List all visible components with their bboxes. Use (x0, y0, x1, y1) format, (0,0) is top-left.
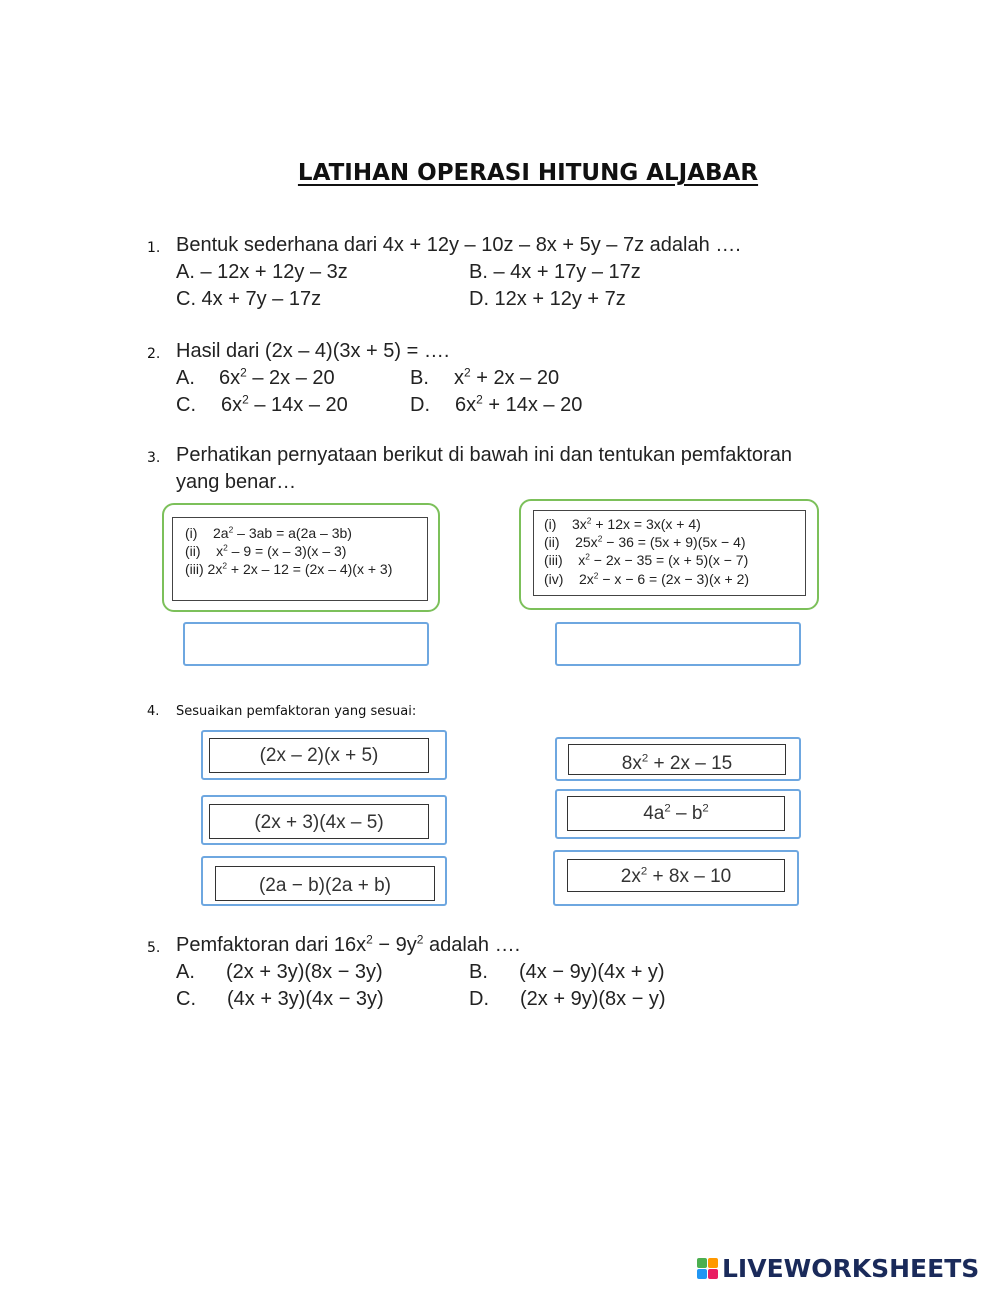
match-card-frame (567, 859, 785, 892)
option-d-rest: + 14x – 20 (482, 394, 583, 416)
match-card-text: (2x – 2)(x + 5) (259, 745, 379, 766)
statement-right-4 (544, 571, 749, 587)
statement-label: (i) (185, 525, 198, 541)
statement-term: 3x (572, 516, 587, 532)
question-5-option-b-label: B. (469, 961, 488, 983)
exponent: 2 (222, 560, 228, 571)
statement-left-1 (185, 525, 352, 541)
option-b-term: x (454, 367, 464, 389)
statement-right-2 (544, 534, 746, 550)
card-term: 2x (620, 866, 641, 887)
exponent: 2 (586, 515, 592, 526)
statement-label: (iii) (544, 552, 563, 568)
card-term: 8x (621, 753, 642, 774)
exponent: 2 (664, 802, 671, 815)
question-2-option-d[interactable] (455, 394, 582, 417)
question-5-text-middle: − 9y (372, 934, 417, 956)
match-card-text (569, 753, 785, 775)
statement-term: x (578, 552, 586, 568)
statement-right-1 (544, 516, 701, 532)
question-1-option-a[interactable]: A. – 12x + 12y – 3z (176, 261, 348, 283)
question-4-instruction: Sesuaikan pemfaktoran yang sesuai: (176, 704, 417, 719)
liveworksheets-logo-icon (697, 1258, 718, 1279)
match-card-frame (209, 804, 429, 839)
statement-label: (iii) (185, 561, 204, 577)
statement-right-3 (544, 552, 748, 568)
match-card-left-1[interactable] (201, 730, 447, 780)
answer-box-right[interactable] (555, 622, 801, 666)
card-term: 4a (643, 803, 665, 824)
option-a-term: 6x (219, 367, 241, 389)
exponent: 2 (702, 802, 709, 815)
statement-term: 2x (207, 561, 223, 577)
statement-rest: − 2x − 35 = (x + 5)(x − 7) (589, 552, 749, 568)
question-5-text (176, 934, 520, 957)
card-mid: – b (670, 803, 703, 824)
question-5-option-d[interactable]: (2x + 9y)(8x − y) (520, 988, 666, 1010)
statement-rest: – 3ab = a(2a – 3b) (233, 525, 352, 541)
question-5-option-b[interactable]: (4x − 9y)(4x + y) (519, 961, 665, 983)
statement-term: 25x (575, 534, 598, 550)
option-d-term: 6x (455, 394, 477, 416)
match-card-text (568, 803, 784, 825)
match-card-text: (2x + 3)(4x – 5) (254, 812, 384, 833)
question-4-number: 4. (147, 704, 160, 719)
question-2-option-c-label: C. (176, 394, 196, 416)
answer-box-left[interactable] (183, 622, 429, 666)
question-5-text-start: Pemfaktoran dari 16x (176, 934, 367, 956)
exponent: 2 (640, 865, 648, 878)
exponent: 2 (240, 365, 247, 380)
logo-square (708, 1258, 718, 1268)
match-card-left-3[interactable] (201, 856, 447, 906)
question-1-option-d[interactable]: D. 12x + 12y + 7z (469, 288, 626, 310)
statement-label: (ii) (544, 534, 560, 550)
logo-square (697, 1258, 707, 1268)
question-3-text-line-2: yang benar… (176, 471, 297, 493)
question-5-option-a[interactable]: (2x + 3y)(8x − 3y) (226, 961, 383, 983)
statement-label: (i) (544, 516, 557, 532)
question-2-option-c[interactable] (221, 394, 348, 417)
match-card-frame (209, 738, 429, 773)
option-c-rest: – 14x – 20 (248, 394, 348, 416)
question-1-option-c[interactable]: C. 4x + 7y – 17z (176, 288, 322, 310)
question-5-option-c[interactable]: (4x + 3y)(4x − 3y) (227, 988, 384, 1010)
exponent: 2 (597, 533, 603, 544)
question-2-option-b-label: B. (410, 367, 429, 389)
exponent: 2 (228, 524, 234, 535)
statement-term: 2a (213, 525, 229, 541)
liveworksheets-logo-text: LIVEWORKSHEETS (722, 1254, 980, 1283)
question-5-option-c-label: C. (176, 988, 196, 1010)
liveworksheets-logo (697, 1254, 979, 1283)
exponent: 2 (476, 392, 483, 407)
match-card-text (568, 866, 784, 888)
question-2-text: Hasil dari (2x – 4)(3x + 5) = …. (176, 340, 450, 362)
exponent: 2 (464, 365, 471, 380)
exponent: 2 (593, 570, 599, 581)
exponent: 2 (641, 752, 649, 765)
question-5-option-d-label: D. (469, 988, 489, 1010)
match-card-frame (215, 866, 435, 901)
statement-label: (iv) (544, 571, 564, 587)
question-5-text-end: adalah …. (423, 934, 521, 956)
page-title: LATIHAN OPERASI HITUNG ALJABAR (297, 160, 759, 186)
option-a-rest: – 2x – 20 (246, 367, 335, 389)
statement-rest: + 2x – 12 = (2x – 4)(x + 3) (227, 561, 393, 577)
logo-square (697, 1269, 707, 1279)
question-3-text-line-1: Perhatikan pernyataan berikut di bawah ini dan tentukan pemfaktoran (176, 444, 792, 466)
question-1-option-b[interactable]: B. – 4x + 17y – 17z (469, 261, 641, 283)
card-rest: + 2x – 15 (648, 753, 733, 774)
match-card-frame (568, 744, 786, 775)
match-card-right-1[interactable] (555, 737, 801, 781)
exponent: 2 (223, 542, 228, 553)
question-2-option-d-label: D. (410, 394, 430, 416)
question-5-option-a-label: A. (176, 961, 195, 983)
question-1-number: 1. (147, 240, 161, 256)
exponent: 2 (585, 551, 590, 562)
question-3-number: 3. (147, 450, 161, 466)
match-card-right-2[interactable] (555, 789, 801, 839)
question-2-option-a-label: A. (176, 367, 195, 389)
card-rest: + 8x – 10 (647, 866, 732, 887)
statement-label: (ii) (185, 543, 201, 559)
statement-term: 2x (579, 571, 594, 587)
match-card-frame (567, 796, 785, 831)
match-card-right-3[interactable] (553, 850, 799, 906)
statement-rest: – 9 = (x – 3)(x – 3) (227, 543, 347, 559)
question-5-number: 5. (147, 940, 161, 956)
statement-left-3 (185, 561, 392, 577)
statement-rest: − 36 = (5x + 9)(5x − 4) (602, 534, 746, 550)
question-1-text: Bentuk sederhana dari 4x + 12y – 10z – 8x + 5y – 7z adalah …. (176, 234, 741, 256)
question-2-number: 2. (147, 346, 161, 362)
option-c-term: 6x (221, 394, 243, 416)
exponent: 2 (242, 392, 249, 407)
exponent: 2 (416, 932, 424, 947)
match-card-text: (2a − b)(2a + b) (258, 875, 392, 896)
question-2-option-b[interactable] (454, 367, 559, 390)
exponent: 2 (366, 932, 373, 947)
logo-square (708, 1269, 718, 1279)
statement-rest: + 12x = 3x(x + 4) (591, 516, 701, 532)
statement-rest: − x − 6 = (2x − 3)(x + 2) (598, 571, 750, 587)
statement-left-2 (185, 543, 346, 559)
option-b-rest: + 2x – 20 (470, 367, 560, 389)
match-card-left-2[interactable] (201, 795, 447, 845)
question-2-option-a[interactable] (219, 367, 335, 390)
statement-term: x (216, 543, 224, 559)
